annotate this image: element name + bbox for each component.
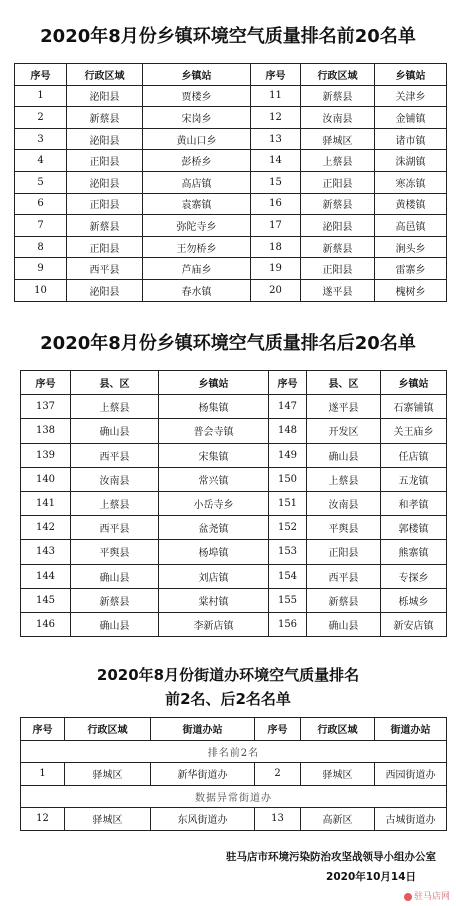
table-header-row [21, 718, 447, 741]
table-row [21, 540, 447, 564]
table-cell: 5 [15, 171, 67, 193]
table-cell: 熊寨镇 [381, 540, 447, 564]
table-cell: 新蔡县 [67, 107, 143, 129]
table-row [15, 193, 447, 215]
table-cell: 2 [15, 107, 67, 129]
table-cell: 驿城区 [65, 763, 151, 786]
table-cell: 新华街道办 [151, 763, 255, 786]
table-cell: 泌阳县 [67, 128, 143, 150]
table-cell: 棠村镇 [159, 588, 269, 612]
table-cell: 确山县 [71, 612, 159, 636]
table-cell: 西平县 [71, 443, 159, 467]
table-cell: 148 [269, 419, 307, 443]
table-row [21, 467, 447, 491]
table-cell: 2 [255, 763, 301, 786]
table-cell: 李新店镇 [159, 612, 269, 636]
table-cell: 芦庙乡 [143, 258, 251, 280]
table-row [15, 236, 447, 258]
table-cell: 145 [21, 588, 71, 612]
table-cell: 155 [269, 588, 307, 612]
table-cell: 贾楼乡 [143, 85, 251, 107]
table-row [21, 516, 447, 540]
table-cell: 宋集镇 [159, 443, 269, 467]
table-cell: 石寨铺镇 [381, 395, 447, 419]
col-header: 序号 [15, 64, 67, 86]
table-row [21, 491, 447, 515]
table-cell: 确山县 [307, 443, 381, 467]
table-cell: 17 [251, 215, 301, 237]
table-cell: 槐树乡 [375, 279, 447, 301]
table-cell: 汝南县 [71, 467, 159, 491]
table-cell: 13 [251, 128, 301, 150]
table-cell: 诸市镇 [375, 128, 447, 150]
table-cell: 汝南县 [301, 107, 375, 129]
table-cell: 常兴镇 [159, 467, 269, 491]
table-cell: 刘店镇 [159, 564, 269, 588]
table-cell: 新蔡县 [301, 193, 375, 215]
table-cell: 驿城区 [301, 763, 375, 786]
col-header: 乡镇站 [159, 371, 269, 395]
col-header: 县、区 [307, 371, 381, 395]
table-row [15, 171, 447, 193]
table-cell: 杨埠镇 [159, 540, 269, 564]
table-cell: 13 [255, 808, 301, 831]
table-cell: 遂平县 [301, 279, 375, 301]
table-cell: 彭桥乡 [143, 150, 251, 172]
table-cell: 泌阳县 [67, 171, 143, 193]
table-cell: 平舆县 [71, 540, 159, 564]
table-row [15, 258, 447, 280]
table-cell: 雷寨乡 [375, 258, 447, 280]
table-cell: 149 [269, 443, 307, 467]
table-cell: 栎城乡 [381, 588, 447, 612]
col-header: 行政区域 [65, 718, 151, 741]
table-cell: 12 [21, 808, 65, 831]
table-cell: 杨集镇 [159, 395, 269, 419]
table-cell: 普会寺镇 [159, 419, 269, 443]
table-cell: 专探乡 [381, 564, 447, 588]
table-cell: 春水镇 [143, 279, 251, 301]
table-cell: 正阳县 [67, 193, 143, 215]
table-cell: 西园街道办 [375, 763, 447, 786]
table-cell: 139 [21, 443, 71, 467]
col-header: 序号 [21, 371, 71, 395]
table-cell: 156 [269, 612, 307, 636]
table-cell: 西平县 [307, 564, 381, 588]
table-bottom20 [20, 370, 447, 637]
table-cell: 盆尧镇 [159, 516, 269, 540]
section-label-abnormal: 数据异常街道办 [21, 785, 447, 808]
table-cell: 驿城区 [65, 808, 151, 831]
col-header: 序号 [269, 371, 307, 395]
table-cell: 新安店镇 [381, 612, 447, 636]
table-cell: 147 [269, 395, 307, 419]
table-cell: 上蔡县 [307, 467, 381, 491]
table-cell: 9 [15, 258, 67, 280]
table-row [15, 128, 447, 150]
table-cell: 汝南县 [307, 491, 381, 515]
table-cell: 古城街道办 [375, 808, 447, 831]
table-cell: 150 [269, 467, 307, 491]
table-cell: 泌阳县 [67, 85, 143, 107]
col-header: 行政区域 [301, 64, 375, 86]
table-cell: 遂平县 [307, 395, 381, 419]
table-header-row [15, 64, 447, 86]
table-header-row [21, 371, 447, 395]
table-cell: 151 [269, 491, 307, 515]
table-cell: 小岳寺乡 [159, 491, 269, 515]
table-cell: 142 [21, 516, 71, 540]
table-cell: 1 [21, 763, 65, 786]
table-cell: 153 [269, 540, 307, 564]
table-cell: 138 [21, 419, 71, 443]
col-header: 县、区 [71, 371, 159, 395]
table-row [15, 279, 447, 301]
table-cell: 确山县 [307, 612, 381, 636]
table-cell: 关津乡 [375, 85, 447, 107]
title-street-line1: 2020年8月份街道办环境空气质量排名 [96, 666, 360, 684]
table-cell: 16 [251, 193, 301, 215]
table-cell: 152 [269, 516, 307, 540]
table-cell: 新蔡县 [301, 85, 375, 107]
table-cell: 144 [21, 564, 71, 588]
table-cell: 7 [15, 215, 67, 237]
table-cell: 新蔡县 [71, 588, 159, 612]
table-cell: 泌阳县 [67, 279, 143, 301]
table-cell: 金铺镇 [375, 107, 447, 129]
watermark [404, 889, 450, 902]
table-cell: 20 [251, 279, 301, 301]
section-row [21, 740, 447, 763]
table-cell: 143 [21, 540, 71, 564]
table-cell: 4 [15, 150, 67, 172]
section-label-top2: 排名前2名 [21, 740, 447, 763]
col-header: 序号 [251, 64, 301, 86]
table-cell: 黄山口乡 [143, 128, 251, 150]
table-cell: 寒冻镇 [375, 171, 447, 193]
table-cell: 3 [15, 128, 67, 150]
table-row [21, 443, 447, 467]
table-cell: 确山县 [71, 564, 159, 588]
table-row [15, 150, 447, 172]
table-cell: 开发区 [307, 419, 381, 443]
table-cell: 154 [269, 564, 307, 588]
table-cell: 高新区 [301, 808, 375, 831]
table-row [15, 215, 447, 237]
table-row [21, 763, 447, 786]
table-cell: 正阳县 [307, 540, 381, 564]
table-cell: 袁寨镇 [143, 193, 251, 215]
table-cell: 西平县 [71, 516, 159, 540]
table-cell: 确山县 [71, 419, 159, 443]
table-cell: 18 [251, 236, 301, 258]
table-row [21, 564, 447, 588]
table-cell: 1 [15, 85, 67, 107]
col-header: 街道办站 [151, 718, 255, 741]
table-cell: 涧头乡 [375, 236, 447, 258]
table-row [15, 107, 447, 129]
table-cell: 146 [21, 612, 71, 636]
table-row [21, 612, 447, 636]
table-cell: 上蔡县 [71, 395, 159, 419]
table-cell: 上蔡县 [71, 491, 159, 515]
table-cell: 6 [15, 193, 67, 215]
col-header: 乡镇站 [143, 64, 251, 86]
table-cell: 和孝镇 [381, 491, 447, 515]
col-header: 乡镇站 [381, 371, 447, 395]
table-cell: 西平县 [67, 258, 143, 280]
table-cell: 141 [21, 491, 71, 515]
table-street-offices [20, 717, 447, 831]
table-cell: 140 [21, 467, 71, 491]
title-bottom20: 2020年8月份乡镇环境空气质量排名后20名单 [40, 333, 416, 354]
table-cell: 正阳县 [301, 171, 375, 193]
table-cell: 15 [251, 171, 301, 193]
table-cell: 新蔡县 [301, 236, 375, 258]
table-cell: 137 [21, 395, 71, 419]
table-cell: 宋岗乡 [143, 107, 251, 129]
title-top20: 2020年8月份乡镇环境空气质量排名前20名单 [40, 26, 416, 47]
table-cell: 驿城区 [301, 128, 375, 150]
table-row [15, 85, 447, 107]
table-row [21, 419, 447, 443]
col-header: 行政区域 [67, 64, 143, 86]
col-header: 乡镇站 [375, 64, 447, 86]
table-cell: 8 [15, 236, 67, 258]
title-street-line2: 前2名、后2名名单 [165, 690, 291, 708]
table-cell: 五龙镇 [381, 467, 447, 491]
table-cell: 正阳县 [67, 150, 143, 172]
table-cell: 王勿桥乡 [143, 236, 251, 258]
watermark-text: 驻马店网 [413, 892, 450, 902]
table-row [21, 395, 447, 419]
table-cell: 正阳县 [301, 258, 375, 280]
table-cell: 洙湖镇 [375, 150, 447, 172]
table-cell: 泌阳县 [301, 215, 375, 237]
watermark-logo-icon [404, 893, 412, 901]
table-cell: 10 [15, 279, 67, 301]
table-cell: 新蔡县 [67, 215, 143, 237]
col-header: 序号 [21, 718, 65, 741]
table-cell: 高邑镇 [375, 215, 447, 237]
table-cell: 任店镇 [381, 443, 447, 467]
table-cell: 11 [251, 85, 301, 107]
table-cell: 上蔡县 [301, 150, 375, 172]
table-row [21, 588, 447, 612]
table-cell: 12 [251, 107, 301, 129]
table-top20 [14, 63, 447, 302]
table-cell: 黄楼镇 [375, 193, 447, 215]
table-cell: 14 [251, 150, 301, 172]
table-row [21, 808, 447, 831]
footer-org: 驻马店市环境污染防治攻坚战领导小组办公室 [226, 851, 436, 863]
section-row [21, 785, 447, 808]
col-header: 街道办站 [375, 718, 447, 741]
col-header: 行政区域 [301, 718, 375, 741]
table-cell: 弥陀寺乡 [143, 215, 251, 237]
col-header: 序号 [255, 718, 301, 741]
table-cell: 平舆县 [307, 516, 381, 540]
table-cell: 关王庙乡 [381, 419, 447, 443]
table-cell: 郭楼镇 [381, 516, 447, 540]
table-cell: 高店镇 [143, 171, 251, 193]
table-cell: 正阳县 [67, 236, 143, 258]
table-cell: 新蔡县 [307, 588, 381, 612]
footer-date: 2020年10月14日 [326, 871, 416, 883]
table-cell: 东风街道办 [151, 808, 255, 831]
table-cell: 19 [251, 258, 301, 280]
